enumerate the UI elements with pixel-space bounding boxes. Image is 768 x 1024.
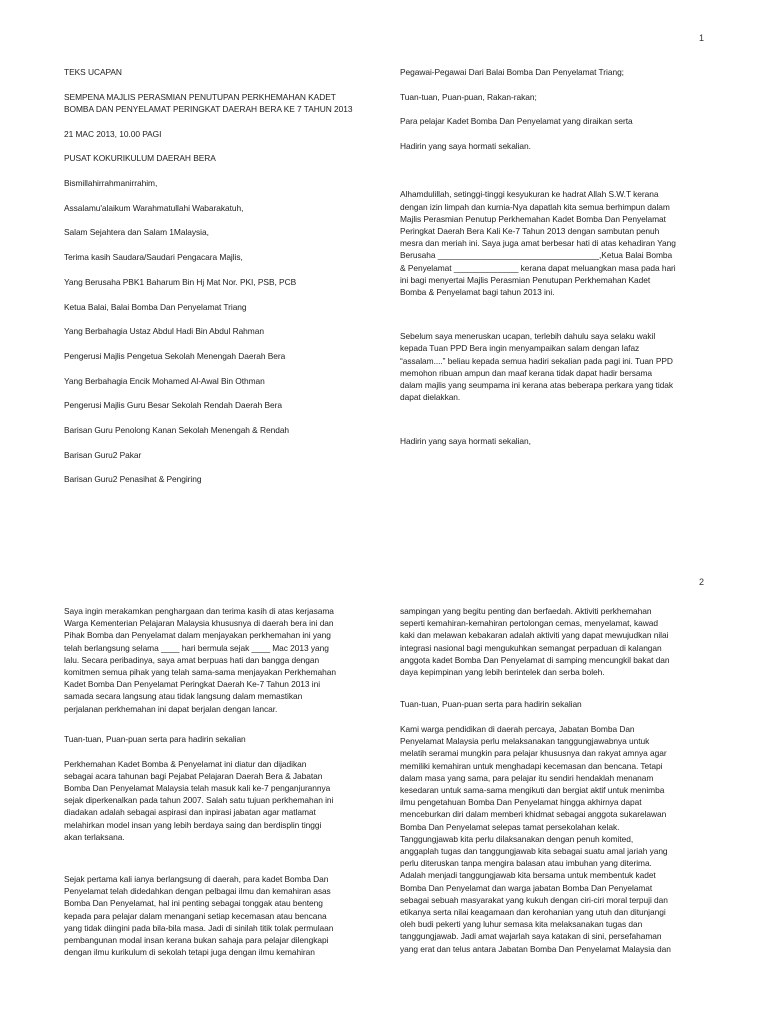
paragraph-gap bbox=[64, 436, 382, 449]
text-line: “assalam....” beliau kepada semua hadiri sekalian pada pagi ini. Tuan PPD bbox=[400, 355, 673, 366]
text-line: dengan izin limpah dan kurnia-Nya dapatlah kita semua berhimpun dalam bbox=[400, 201, 670, 212]
text-line: Sebelum saya meneruskan ucapan, terlebih dahulu saya selaku wakil bbox=[400, 331, 656, 342]
text-line: TEKS UCAPAN bbox=[64, 67, 122, 77]
paragraph-gap bbox=[64, 263, 382, 276]
text-line: Pihak Bomba dan Penyelamat dalam menjayakan perkhemahan ini yang bbox=[64, 630, 331, 641]
paragraph-gap bbox=[64, 337, 382, 350]
text-line: perlu diteruskan tanpa mengira balasan atau imbuhan yang diterima. bbox=[400, 858, 652, 869]
paragraph-gap bbox=[400, 710, 718, 723]
text-line: Barisan Guru2 Pakar bbox=[64, 449, 142, 460]
paragraph-gap bbox=[64, 115, 382, 128]
text-line: Kadet Bomba Dan Penyelamat Peringkat Daerah Ke-7 Tahun 2013 ini bbox=[64, 679, 321, 690]
text-line: Berusaha ___________________________________,Ketua Balai Bomba bbox=[400, 250, 673, 261]
paragraph-gap bbox=[64, 313, 382, 326]
text-line: Bomba & Penyelamat bagi tahun 2013 ini. bbox=[400, 286, 555, 297]
text-line: Ketua Balai, Balai Bomba Dan Penyelamat Triang bbox=[64, 301, 247, 312]
text-line: mesra dan meriah ini. Saya juga amat berbesar hati di atas kehadiran Yang bbox=[400, 238, 676, 249]
document-page-2 bbox=[0, 560, 768, 1024]
text-line: oleh budi pekerti yang luhur semasa kita melaksanakan tugas dan bbox=[400, 919, 643, 930]
text-line: Majlis Perasmian Penutup Perkhemahan Kadet Bomba Dan Penyelamat bbox=[400, 213, 666, 224]
text-line: Saya ingin merakamkan penghargaan dan terima kasih di atas kerjasama bbox=[64, 606, 334, 616]
text-line: seperti kemahiran-kemahiran pertolongan cemas, menyelamat, kawad bbox=[400, 618, 658, 629]
text-line: perjalanan perkhemahan ini dapat berjalan dengan lancar. bbox=[64, 703, 278, 714]
paragraph-gap bbox=[64, 214, 382, 227]
page-2-left-column bbox=[64, 605, 382, 958]
text-line: anggaplah tugas dan tanggungjawab kita sebagai suatu amal jariah yang bbox=[400, 845, 668, 856]
paragraph-gap bbox=[64, 165, 382, 178]
text-line: Tuan-tuan, Puan-puan, Rakan-rakan; bbox=[400, 91, 537, 102]
text-line: ini bagi menyertai Majlis Perasmian Penutupan Perkhemahan Kadet bbox=[400, 274, 651, 285]
paragraph-gap bbox=[64, 715, 382, 733]
text-line: integrasi nasional bagi mengukuhkan semangat perpaduan di kalangan bbox=[400, 642, 662, 653]
text-line: Bomba Dan Penyelamat, hal ini penting sebagai tonggak atau benteng bbox=[64, 898, 323, 909]
text-line: Peringkat Daerah Bera Kali Ke-7 Tahun 2013 dengan sambutan penuh bbox=[400, 225, 660, 236]
text-line: Tuan-tuan, Puan-puan serta para hadirin sekalian bbox=[400, 699, 582, 710]
text-line: Pengerusi Majlis Guru Besar Sekolah Rendah Daerah Bera bbox=[64, 400, 282, 411]
text-line: Bomba Dan Penyelamat selepas tamat persekolahan kelak. bbox=[400, 821, 620, 832]
text-line: BOMBA DAN PENYELAMAT PERINGKAT DAERAH BERA KE 7 TAHUN 2013 bbox=[64, 103, 353, 114]
text-line: pembangunan modal insan kerana bukan sahaja para pelajar dilengkapi bbox=[64, 934, 329, 945]
text-line: Para pelajar Kadet Bomba Dan Penyelamat yang diraikan serta bbox=[400, 116, 633, 127]
text-line: PUSAT KOKURIKULUM DAERAH BERA bbox=[64, 153, 216, 164]
text-line: sebagai acara tahunan bagi Pejabat Pelajaran Daerah Bera & Jabatan bbox=[64, 770, 323, 781]
paragraph-gap bbox=[400, 678, 718, 698]
paragraph-gap bbox=[64, 189, 382, 202]
text-line: diadakan adalah sebagai aspirasi dan inpirasi jabatan agar matlamat bbox=[64, 807, 316, 818]
text-line: memohon ribuan ampun dan maaf kerana tidak dapat hadir bersama bbox=[400, 367, 653, 378]
text-line: Assalamu'alaikum Warahmatullahi Wabarakatuh, bbox=[64, 202, 244, 213]
paragraph-gap bbox=[64, 461, 382, 474]
text-line: telah berlangsung selama ____ hari bermula sejak ____ Mac 2013 yang bbox=[64, 642, 329, 653]
text-line: melahirkan model insan yang lebih berdaya saing dan berdisplin tinggi bbox=[64, 819, 322, 830]
text-line: tanggungjawab. Jadi amat wajarlah saya katakan di sini, persefahaman bbox=[400, 931, 662, 942]
text-line: Yang Berusaha PBK1 Baharum Bin Hj Mat Nor. PKI, PSB, PCB bbox=[64, 276, 297, 287]
text-line: Bomba Dan Penyelamat dan warga jabatan Bomba Dan Penyelamat bbox=[400, 882, 653, 893]
paragraph-gap bbox=[400, 298, 718, 330]
text-line: etikanya serta nilai keagamaan dan kerohanian yang utuh dan ditunjangi bbox=[400, 906, 666, 917]
text-line: Perkhemahan Kadet Bomba & Penyelamat ini diatur dan dijadikan bbox=[64, 758, 307, 769]
text-line: dalam masa yang sama, para pelajar itu sendiri hendaklah menanam bbox=[400, 772, 654, 783]
text-line: Hadirin yang saya hormati sekalian, bbox=[400, 436, 531, 447]
text-line: akan terlaksana. bbox=[64, 831, 125, 842]
text-line: & Penyelamat ______________ kerana dapat meluangkan masa pada hari bbox=[400, 262, 676, 273]
text-line: Warga Kementerian Pelajaran Malaysia khususnya di daerah bera ini dan bbox=[64, 618, 334, 629]
paragraph-gap bbox=[64, 745, 382, 758]
paragraph-gap bbox=[400, 78, 718, 91]
paragraph-gap bbox=[64, 387, 382, 400]
text-line: Bomba Dan Penyelamat Malaysia telah masuk kali ke-7 penganjurannya bbox=[64, 782, 331, 793]
text-line: dalam majlis yang seumpama ini kerana atas beberapa perkara yang tidak bbox=[400, 379, 674, 390]
paragraph-gap bbox=[64, 412, 382, 425]
text-line: kaki dan melawan kebakaran adalah aktiviti yang dapat mewujudkan nilai bbox=[400, 630, 669, 641]
paragraph-gap bbox=[400, 103, 718, 116]
text-line: Salam Sejahtera dan Salam 1Malaysia, bbox=[64, 227, 209, 238]
text-line: anggota kadet Bomba Dan Penyelamat di samping mencungkil bakat dan bbox=[400, 654, 670, 665]
text-line: Hadirin yang saya hormati sekalian. bbox=[400, 141, 531, 152]
page-1-right-column bbox=[400, 66, 718, 448]
text-line: Bismillahirrahmanirrahim, bbox=[64, 178, 158, 189]
paragraph-gap bbox=[400, 403, 718, 435]
text-line: dapat dielakkan. bbox=[400, 392, 461, 403]
text-line: memiliki kemahiran untuk menghadapi kecemasan dan bencana. Tetapi bbox=[400, 760, 663, 771]
paragraph-gap bbox=[400, 128, 718, 141]
text-line: Tuan-tuan, Puan-puan serta para hadirin sekalian bbox=[64, 733, 246, 744]
text-line: Barisan Guru Penolong Kanan Sekolah Menengah & Rendah bbox=[64, 425, 290, 436]
text-line: Alhamdulillah, setinggi-tinggi kesyukuran ke hadrat Allah S.W.T kerana bbox=[400, 189, 659, 200]
text-line: menceburkan diri dalam memberi khidmat sebagai anggota sukarelawan bbox=[400, 809, 667, 820]
text-line: Terima kasih Saudara/Saudari Pengacara Majlis, bbox=[64, 252, 243, 263]
text-line: kepada para pelajar dalam menangani setiap kecemasan atau bencana bbox=[64, 910, 327, 921]
paragraph-gap bbox=[400, 152, 718, 188]
paragraph-gap bbox=[64, 239, 382, 252]
page-1-left-column bbox=[64, 66, 382, 486]
text-line: sebagai sebuah masyarakat yang kukuh dengan ciri-ciri moral terpuji dan bbox=[400, 894, 668, 905]
text-line: ilmu pengetahuan Bomba Dan Penyelamat hingga akhirnya dapat bbox=[400, 797, 642, 808]
paragraph-gap bbox=[64, 288, 382, 301]
text-line: Barisan Guru2 Penasihat & Pengiring bbox=[64, 474, 202, 485]
text-line: yang tidak diingini pada bila-bila masa. Jadi di sinilah titik tolak permulaan bbox=[64, 922, 334, 933]
text-line: kepada Tuan PPD Bera ingin menyampaikan salam dengan lafaz bbox=[400, 343, 640, 354]
page-2-right-column bbox=[400, 605, 718, 955]
text-line: Pegawai-Pegawai Dari Balai Bomba Dan Penyelamat Triang; bbox=[400, 67, 624, 77]
paragraph-gap bbox=[64, 362, 382, 375]
text-line: lalu. Secara peribadinya, saya amat berpuas hati dan bangga dengan bbox=[64, 654, 320, 665]
paragraph-gap bbox=[64, 843, 382, 873]
text-line: Sejak pertama kali ianya berlangsung di daerah, para kadet Bomba Dan bbox=[64, 873, 329, 884]
text-line: Tanggungjawab kita perlu dilaksanakan dengan penuh komited, bbox=[400, 833, 634, 844]
text-line: kesedaran untuk sama-sama mengikuti dan bergiat aktif untuk menimba bbox=[400, 784, 665, 795]
text-line: SEMPENA MAJLIS PERASMIAN PENUTUPAN PERKHEMAHAN KADET bbox=[64, 91, 336, 102]
text-line: sampingan yang begitu penting dan berfaedah. Aktiviti perkhemahan bbox=[400, 606, 652, 616]
text-line: Adalah menjadi tanggungjawab kita bersama untuk membentuk kadet bbox=[400, 870, 656, 881]
text-line: sejak diperkenalkan pada tahun 2007. Salah satu tujuan perkhemahan ini bbox=[64, 795, 334, 806]
text-line: dengan ilmu kurikulum di sekolah tetapi juga dengan ilmu kemahiran bbox=[64, 947, 315, 958]
text-line: daya kepimpinan yang lebih berintelek dan serba boleh. bbox=[400, 667, 605, 678]
text-line: samada secara langsung atau tidak langsung dalam memastikan bbox=[64, 691, 303, 702]
page-number: 1 bbox=[698, 33, 704, 43]
text-line: Pengerusi Majlis Pengetua Sekolah Menengah Daerah Bera bbox=[64, 350, 286, 361]
text-line: yang erat dan telus antara Jabatan Bomba Dan Penyelamat Malaysia dan bbox=[400, 943, 671, 954]
text-line: Penyelamat telah didedahkan dengan pelbagai ilmu dan kemahiran asas bbox=[64, 886, 331, 897]
text-line: Kami warga pendidikan di daerah percaya, Jabatan Bomba Dan bbox=[400, 723, 635, 734]
page-number: 2 bbox=[698, 577, 704, 587]
text-line: Yang Berbahagia Encik Mohamed Al-Awal Bin Othman bbox=[64, 375, 265, 386]
paragraph-gap bbox=[64, 140, 382, 153]
text-line: Penyelamat Malaysia perlu melaksanakan tanggungjawabnya untuk bbox=[400, 736, 650, 747]
text-line: Yang Berbahagia Ustaz Abdul Hadi Bin Abdul Rahman bbox=[64, 326, 264, 337]
text-line: 21 MAC 2013, 10.00 PAGI bbox=[64, 128, 162, 139]
text-line: komitmen semua pihak yang telah sama-sama menjayakan Perkhemahan bbox=[64, 667, 336, 678]
paragraph-gap bbox=[64, 78, 382, 91]
text-line: melatih seramai mungkin para pelajar khususnya dan rakyat amnya agar bbox=[400, 748, 667, 759]
